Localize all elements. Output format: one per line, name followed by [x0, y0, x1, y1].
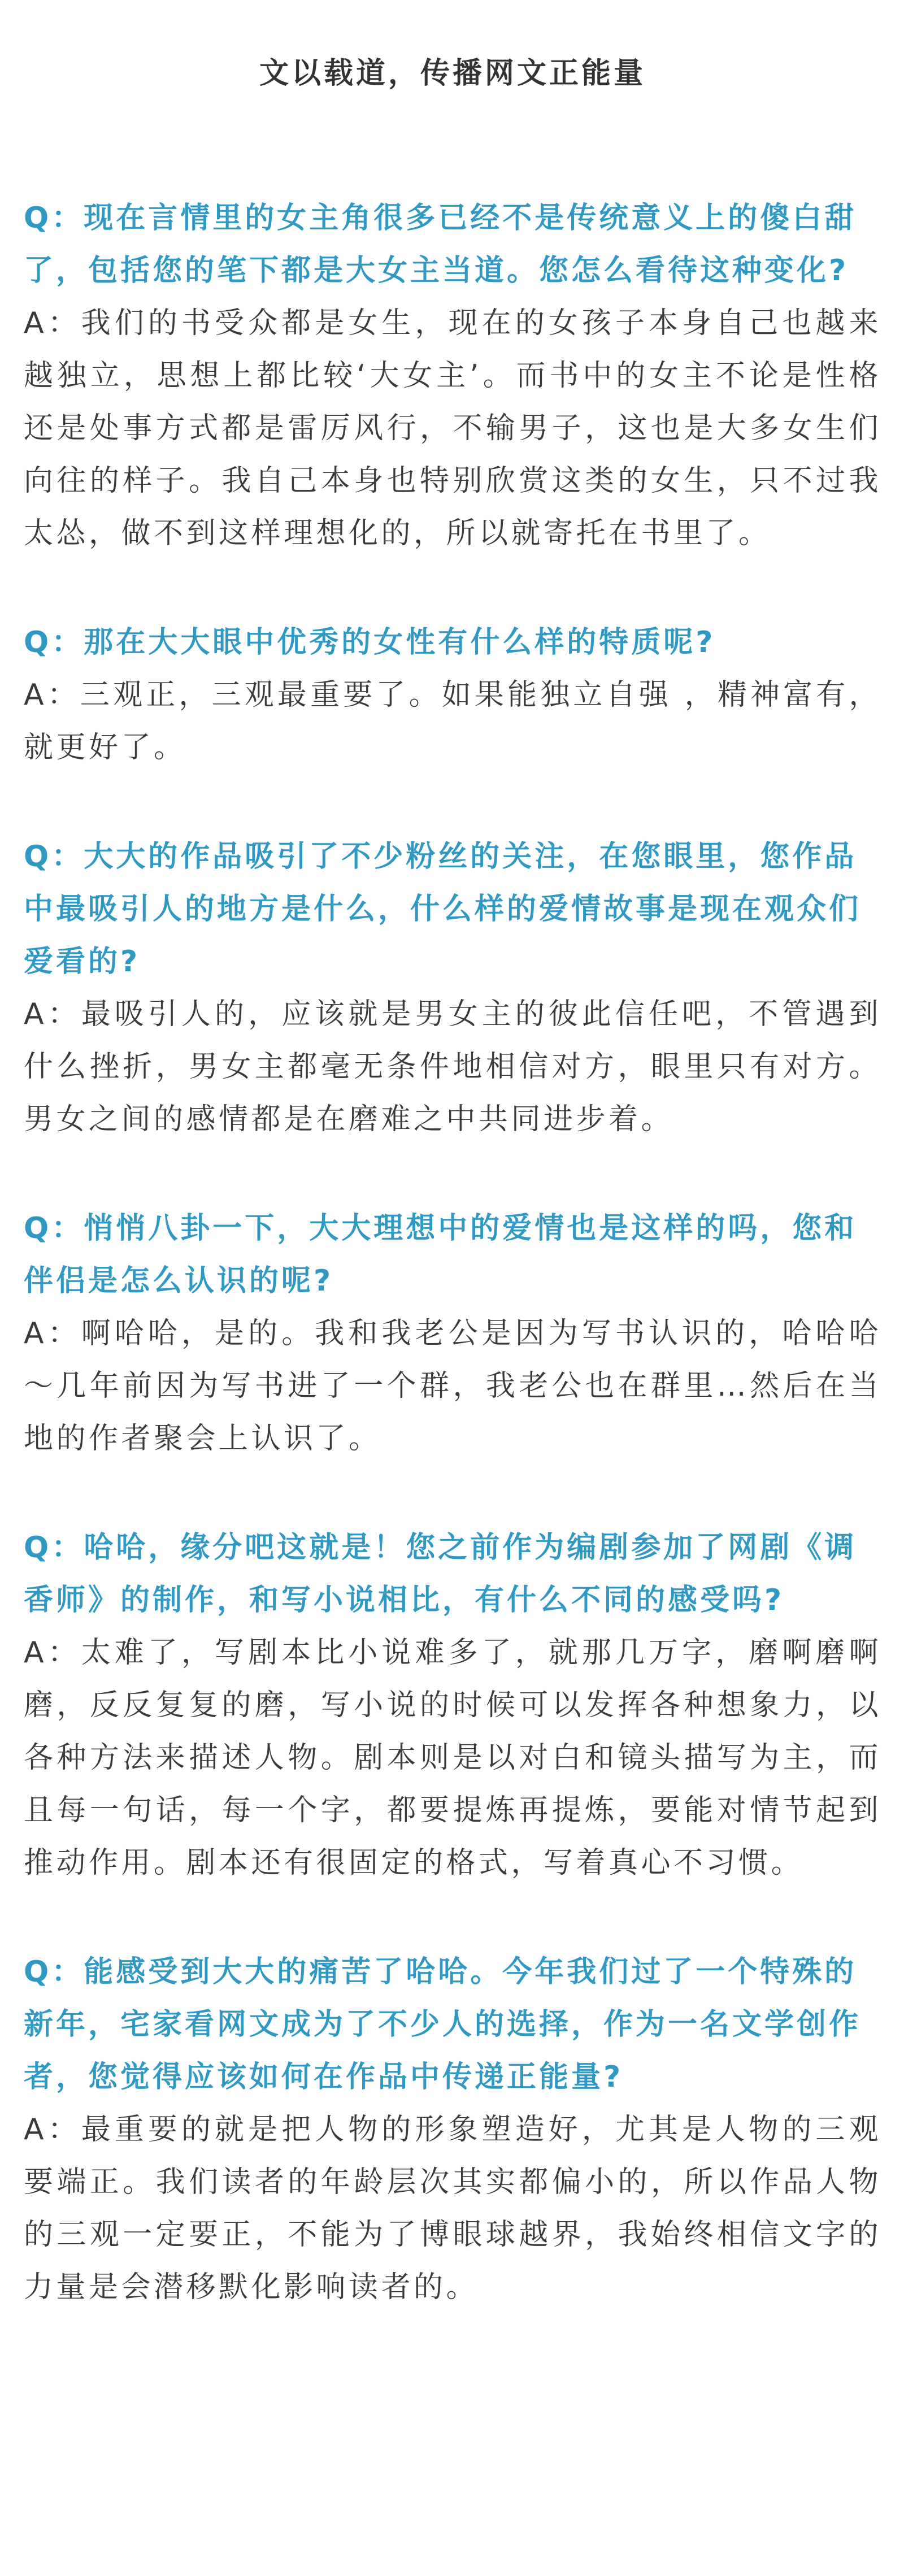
qa-block-1 [24, 192, 881, 560]
answer-2: A：三观正，三观最重要了。如果能独立自强 ，精神富有，就更好了。 [24, 678, 881, 764]
question-3: Q：大大的作品吸引了不少粉丝的关注，在您眼里，您作品中最吸引人的地方是什么，什么样的爱情故事是现在观众们爱看的? [24, 840, 862, 979]
question-4: Q：悄悄八卦一下，大大理想中的爱情也是这样的吗，您和伴侣是怎么认识的呢? [24, 1211, 857, 1298]
answer-4: A：啊哈哈，是的。我和我老公是因为写书认识的，哈哈哈～几年前因为写书进了一个群，我老公也在群里…然后在当地的作者聚会上认识了。 [24, 1317, 881, 1456]
qa-block-3 [24, 831, 881, 1146]
question-5: Q：哈哈，缘分吧这就是！您之前作为编剧参加了网剧《调香师》的制作，和写小说相比，有什么不同的感受吗? [24, 1531, 857, 1617]
answer-1: A：我们的书受众都是女生，现在的女孩子本身自己也越来越独立，思想上都比较‘大女主’。而书中的女主不论是性格还是处事方式都是雷厉风行，不输男子，这也是大多女生们向往的样子。我自己本身也特别欣赏这类的女生，只不过我太怂，做不到这样理想化的，所以就寄托在书里了。 [24, 306, 881, 550]
question-2: Q：那在大大眼中优秀的女性有什么样的特质呢? [24, 625, 716, 659]
qa-block-4 [24, 1202, 881, 1465]
question-1: Q：现在言情里的女主角很多已经不是传统意义上的傻白甜了，包括您的笔下都是大女主当道。您怎么看待这种变化? [24, 201, 857, 288]
answer-6: A：最重要的就是把人物的形象塑造好，尤其是人物的三观要端正。我们读者的年龄层次其实都偏小的，所以作品人物的三观一定要正，不能为了博眼球越界，我始终相信文字的力量是会潜移默化影响读者的。 [24, 2113, 881, 2304]
qa-block-2 [24, 616, 881, 774]
answer-5: A：太难了，写剧本比小说难多了，就那几万字，磨啊磨啊磨，反反复复的磨，写小说的时候可以发挥各种想象力，以各种方法来描述人物。剧本则是以对白和镜头描写为主，而且每一句话，每一个字，都要提炼再提炼，要能对情节起到推动作用。剧本还有很固定的格式，写着真心不习惯。 [24, 1636, 881, 1880]
qa-block-6 [24, 1946, 881, 2314]
qa-block-5 [24, 1522, 881, 1889]
answer-3: A：最吸引人的，应该就是男女主的彼此信任吧，不管遇到什么挫折，男女主都毫无条件地相信对方，眼里只有对方。男女之间的感情都是在磨难之中共同进步着。 [24, 997, 881, 1136]
article-title: 文以载道，传播网文正能量 [259, 57, 646, 90]
question-6: Q：能感受到大大的痛苦了哈哈。今年我们过了一个特殊的新年，宅家看网文成为了不少人的选择，作为一名文学创作者，您觉得应该如何在作品中传递正能量? [24, 1955, 862, 2094]
